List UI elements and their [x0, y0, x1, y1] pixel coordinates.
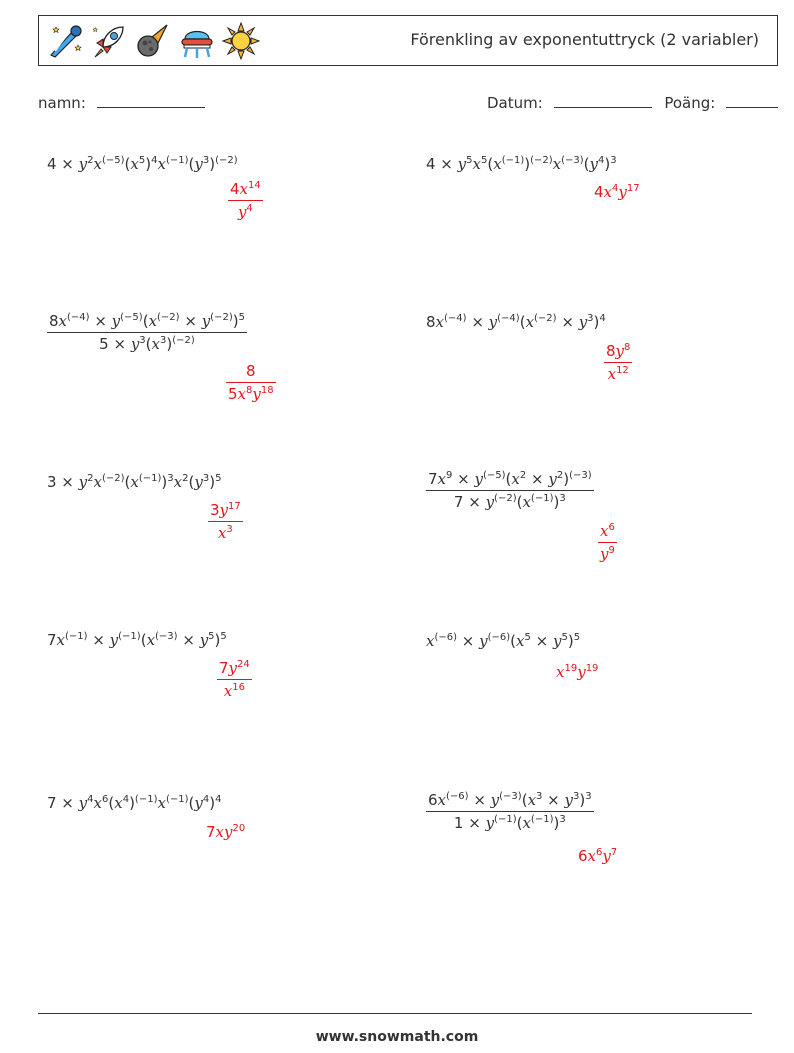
answer-10: $6x^6y^7$ — [578, 847, 618, 865]
answer-2: $4x^4y^{17}$ — [594, 183, 640, 201]
problem-7: $7x^{(-1)} \times y^{(-1)}(x^{(-3)} \times y^5)^5$ — [47, 631, 227, 649]
problem-8: $x^{(-6)} \times y^{(-6)}(x^5 \times y^5)^5$ — [426, 632, 581, 650]
name-label: namn: — [38, 94, 86, 112]
rocket-icon — [89, 21, 129, 61]
footer-url[interactable]: www.snowmath.com — [315, 1029, 479, 1045]
answer-7: $\frac{7y^{24}}{x^{16}}$ — [219, 659, 250, 700]
answer-4: $\frac{8y^8}{x^{12}}$ — [606, 342, 631, 383]
answer-1: $\frac{4x^{14}}{y^4}$ — [230, 180, 261, 221]
comet-icon — [45, 21, 85, 61]
answer-8: $x^{19}y^{19}$ — [556, 663, 599, 681]
answer-5: $\frac{3y^{17}}{x^3}$ — [210, 501, 241, 542]
worksheet-title: Förenkling av exponentuttryck (2 variabler) — [410, 30, 759, 49]
date-label: Datum: — [487, 94, 543, 112]
problem-9: $7 \times y^4x^6(x^4)^{(-1)}x^{(-1)}(y^4)^4$ — [47, 794, 222, 812]
problem-10: $\frac{6x^{(-6)} \times y^{(-3)}(x^3 \times y^3)^3}{1 \times y^{(-1)}(x^{(-1)})^3}$ — [428, 791, 592, 832]
ufo-icon — [177, 21, 217, 61]
answer-3: $\frac{8}{5x^8y^{18}}$ — [228, 362, 274, 403]
problem-2: $4 \times y^5x^5(x^{(-1)})^{(-2)}x^{(-3)}(y^4)^3$ — [426, 155, 617, 173]
icon-strip — [45, 21, 261, 61]
footer-divider — [38, 1013, 752, 1014]
name-field — [38, 93, 205, 112]
problem-5: $3 \times y^2x^{(-2)}(x^{(-1)})^3x^2(y^3)^5$ — [47, 473, 222, 491]
problem-6: $\frac{7x^9 \times y^{(-5)}(x^2 \times y^2)^{(-3)}}{7 \times y^{(-2)}(x^{(-1)})^3}$ — [428, 470, 592, 511]
score-line[interactable] — [726, 93, 778, 108]
answer-9: $7xy^{20}$ — [206, 823, 246, 841]
sun-icon — [221, 21, 261, 61]
problem-1: $4 \times y^2x^{(-5)}(x^5)^4x^{(-1)}(y^3)^{(-2)}$ — [47, 155, 238, 173]
meteor-icon — [133, 21, 173, 61]
date-line[interactable] — [554, 93, 652, 108]
worksheet-header — [38, 15, 778, 66]
answer-6: $\frac{x^6}{y^9}$ — [600, 522, 615, 563]
score-label: Poäng: — [664, 94, 716, 112]
problem-4: $8x^{(-4)} \times y^{(-4)}(x^{(-2)} \times y^3)^4$ — [426, 313, 606, 331]
date-score-fields — [487, 93, 778, 112]
name-line[interactable] — [97, 93, 205, 108]
problem-3: $\frac{8x^{(-4)} \times y^{(-5)}(x^{(-2)} \times y^{(-2)})^5}{5 \times y^3(x^3)^{(-2)}}$ — [49, 312, 245, 353]
